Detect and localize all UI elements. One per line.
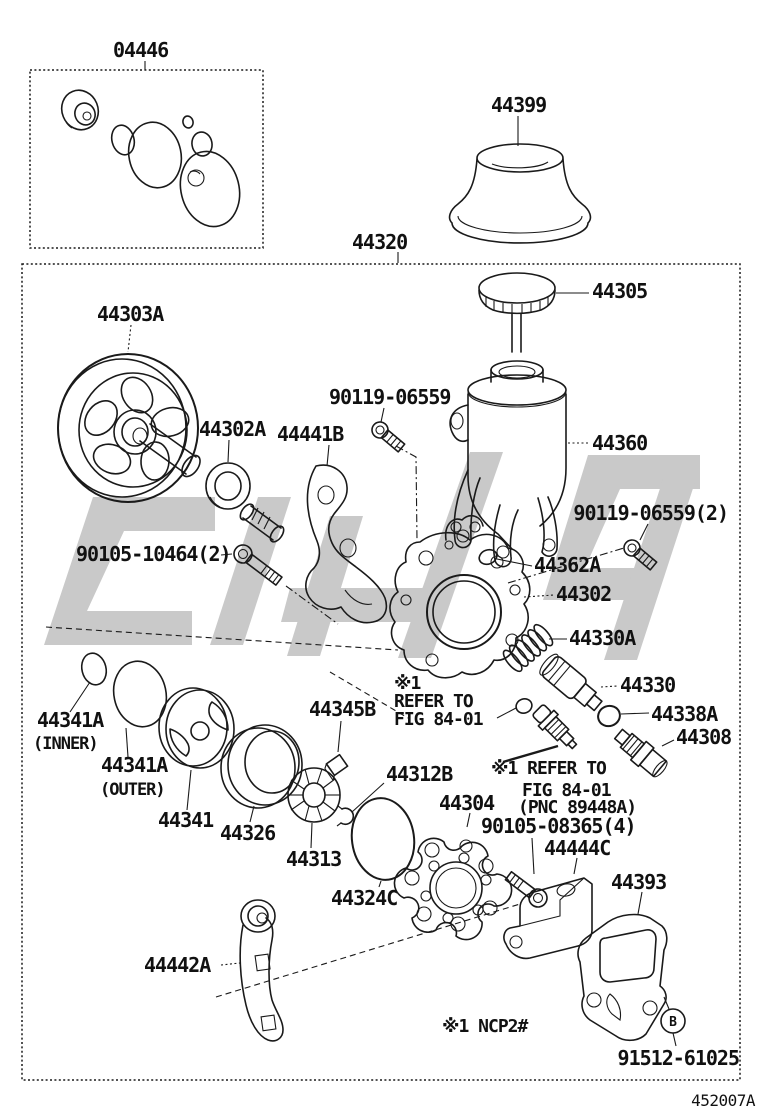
part-label-44330A: 44330A [569, 626, 636, 650]
union-drawing [611, 725, 671, 781]
bracket-44442A-drawing [221, 900, 283, 1041]
part-label-44442A: 44442A [144, 953, 211, 977]
note-refer1-line1: REFER TO [394, 691, 473, 712]
pulley-drawing [58, 325, 204, 502]
oring-44338A-drawing [595, 703, 623, 729]
snap-ring-drawing [337, 806, 353, 826]
part-label-44362A: 44362A [534, 553, 601, 577]
part-label-44303A: 44303A [97, 302, 164, 326]
part-label-44330: 44330 [620, 673, 676, 697]
seal-kit-contents [56, 85, 248, 233]
rear-bracket-drawing [504, 858, 592, 958]
part-label-90119-06559: 90119-06559 [329, 385, 451, 409]
part-label-44304: 44304 [439, 791, 495, 815]
part-label-44399: 44399 [491, 93, 547, 117]
part-label-90105-08365: 90105-08365(4) [481, 814, 636, 838]
oring-inner-drawing [78, 651, 109, 688]
part-label-44444C: 44444C [544, 836, 611, 860]
part-label-44341A-outer: 44341A [101, 753, 168, 777]
part-label-44302A: 44302A [199, 417, 266, 441]
part-label-44441B: 44441B [277, 422, 344, 446]
note-refer2-line1: ※1 REFER TO [491, 758, 606, 779]
note-refer1-line2: FIG 84-01 [394, 709, 483, 730]
part-label-44308: 44308 [676, 725, 732, 749]
part-label-44302: 44302 [556, 582, 612, 606]
figure-code: 452007A [691, 1091, 755, 1110]
reservoir-cap-drawing [479, 273, 589, 352]
part-label-90105-10464: 90105-10464(2) [76, 542, 231, 566]
part-label-44341: 44341 [158, 808, 214, 832]
note-refer2-line2: FIG 84-01 [522, 780, 611, 801]
part-label-44326: 44326 [220, 821, 276, 845]
part-label-44313: 44313 [286, 847, 342, 871]
small-oring-drawing [514, 697, 534, 716]
oring-outer-drawing [108, 656, 173, 731]
seal-kit-box [30, 61, 263, 248]
part-label-44393: 44393 [611, 870, 667, 894]
rubber-cap-drawing [450, 116, 591, 243]
note-refer2-line3: (PNC 89448A) [518, 797, 637, 818]
b-mark-letter: B [669, 1015, 677, 1030]
oring-44362A-drawing [477, 547, 499, 566]
part-label-44305: 44305 [592, 279, 648, 303]
part-label-91512-61025: 91512-61025 [617, 1046, 739, 1070]
part-label-44324C: 44324C [331, 886, 398, 910]
side-plate-drawing [159, 688, 234, 810]
part-label-44312B: 44312B [386, 762, 453, 786]
note-model: ※1 NCP2# [442, 1016, 528, 1037]
part-label-04446: 04446 [113, 38, 169, 62]
part-label-44338A: 44338A [651, 702, 718, 726]
valve-drawing [537, 652, 607, 716]
part-sublabel-inner: (INNER) [33, 734, 98, 754]
part-sublabel-outer: (OUTER) [100, 780, 165, 800]
key-drawing [323, 755, 349, 780]
part-label-44360: 44360 [592, 431, 648, 455]
part-label-44341A-inner: 44341A [37, 708, 104, 732]
note-refer1-mark: ※1 [394, 673, 421, 694]
part-label-90119-06559-2: 90119-06559(2) [573, 501, 728, 525]
part-label-44320: 44320 [352, 230, 408, 254]
part-label-44345B: 44345B [309, 697, 376, 721]
